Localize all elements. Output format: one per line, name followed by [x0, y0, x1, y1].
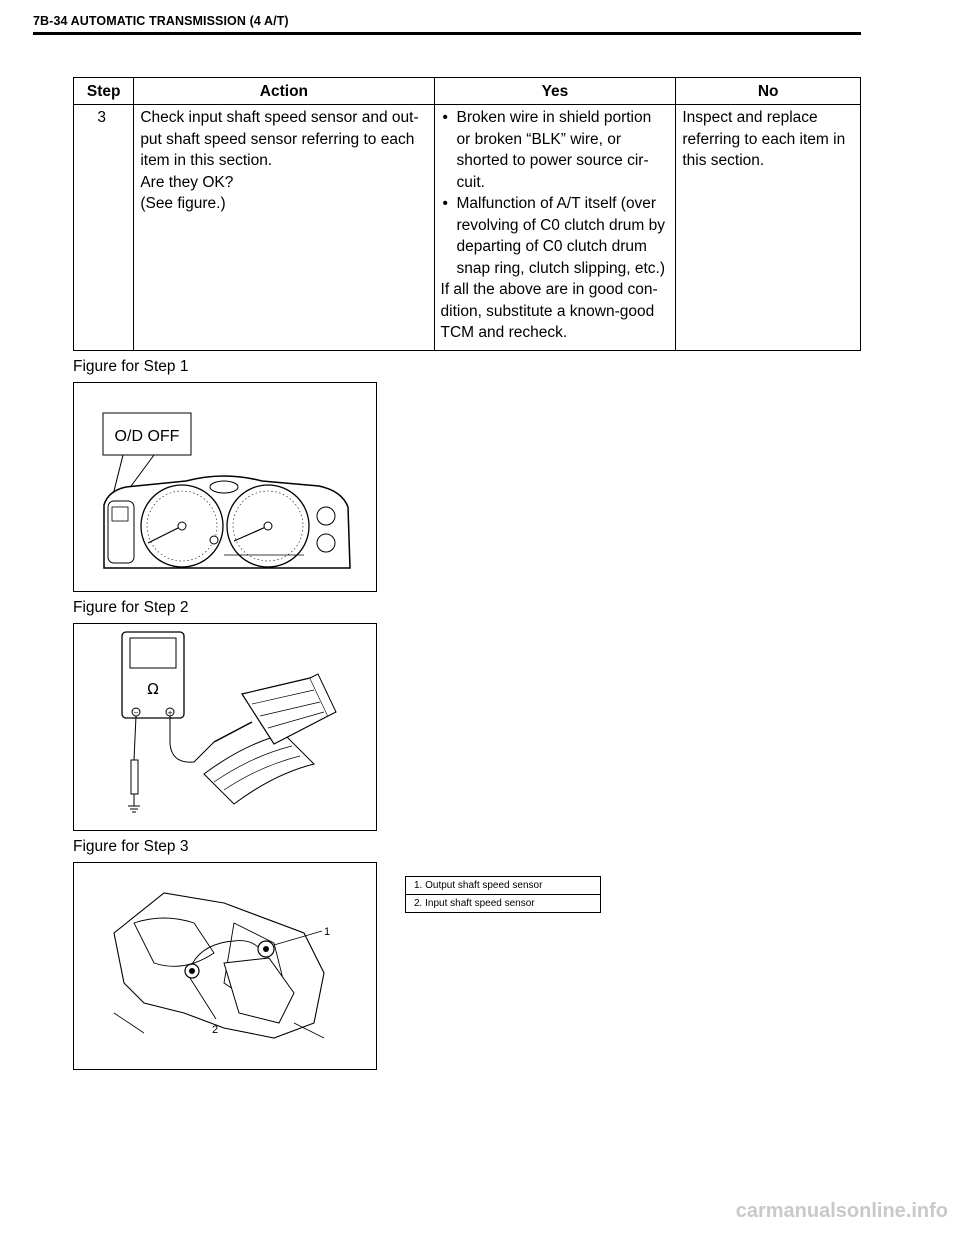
figure-caption-step1: Figure for Step 1	[73, 358, 189, 375]
action-line: Are they OK?	[140, 173, 234, 191]
header-action: Action	[134, 78, 434, 105]
header-rule	[33, 32, 861, 35]
list-item	[441, 193, 672, 279]
yes-line: cuit.	[456, 173, 485, 191]
yes-line: snap ring, clutch slipping, etc.)	[456, 259, 666, 277]
cell-action	[134, 105, 434, 351]
minus-sign: −	[133, 709, 139, 717]
ohmmeter-illustration	[74, 624, 376, 830]
figure-step1	[73, 382, 377, 592]
ohm-symbol: Ω	[147, 680, 159, 698]
yes-tail-line: TCM and recheck.	[440, 324, 568, 341]
yes-line: • Malfunction of A/T itself (over	[456, 195, 657, 212]
label-1: 1	[324, 926, 331, 938]
figure-legend	[405, 876, 601, 913]
yes-line: departing of C0 clutch drum	[456, 238, 647, 255]
action-line: put shaft speed sensor referring to each	[140, 130, 415, 148]
figure-step3	[73, 862, 377, 1070]
instrument-cluster-illustration	[74, 383, 376, 591]
cell-step: 3	[74, 105, 134, 351]
header-yes: Yes	[434, 78, 676, 105]
legend-item-2: 2. Input shaft speed sensor	[406, 895, 601, 913]
cell-yes	[434, 105, 676, 351]
header-step: Step	[74, 78, 134, 105]
table-row	[406, 895, 601, 913]
transmission-sensor-illustration	[74, 863, 376, 1069]
action-line: (See figure.)	[140, 195, 226, 212]
label-2: 2	[212, 1024, 219, 1036]
no-line: referring to each item in	[682, 130, 846, 148]
watermark-text: carmanualsonline.info	[735, 1200, 948, 1222]
list-item	[441, 107, 672, 193]
plus-sign: +	[167, 709, 173, 717]
yes-line: revolving of C0 clutch drum by	[456, 216, 665, 234]
diagnostic-table	[73, 77, 861, 351]
table-row	[406, 877, 601, 895]
yes-line: shorted to power source cir-	[456, 152, 649, 169]
figure-caption-step3: Figure for Step 3	[73, 838, 189, 855]
yes-bullet-list	[441, 107, 672, 279]
header-no: No	[676, 78, 861, 105]
table-header-row	[74, 78, 861, 105]
yes-line: • Broken wire in shield portion	[456, 109, 652, 126]
legend-item-1: 1. Output shaft speed sensor	[406, 877, 601, 895]
yes-tail-line: If all the above are in good con-	[440, 281, 658, 298]
action-line: Check input shaft speed sensor and out-	[140, 109, 419, 126]
figure-step2	[73, 623, 377, 831]
yes-line: or broken “BLK” wire, or	[456, 130, 622, 148]
no-line: Inspect and replace	[682, 109, 818, 126]
action-line: item in this section.	[140, 152, 273, 169]
table-row	[74, 105, 861, 351]
meter-display	[130, 638, 176, 668]
figure-caption-step2: Figure for Step 2	[73, 599, 189, 616]
page-header-title: 7B-34 AUTOMATIC TRANSMISSION (4 A/T)	[33, 14, 289, 28]
yes-tail-line: dition, substitute a known-good	[440, 302, 655, 320]
cell-no	[676, 105, 861, 351]
no-line: this section.	[682, 152, 765, 169]
callout-text: O/D OFF	[114, 428, 180, 445]
